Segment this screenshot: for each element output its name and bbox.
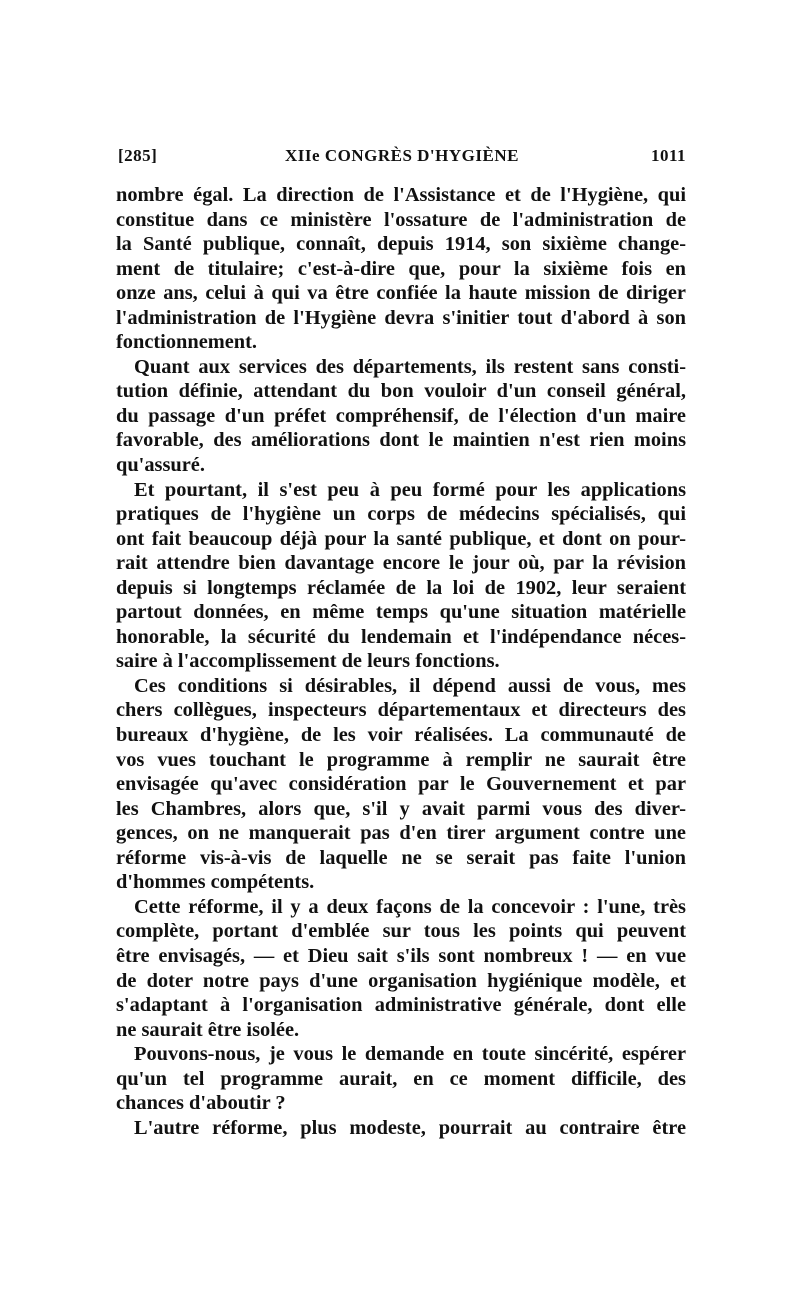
text-line: les Chambres, alors que, s'il y avait parmi vous des diver- xyxy=(116,797,686,820)
text-line: honorable, la sécurité du lendemain et l'indépendance néces- xyxy=(116,625,686,648)
text-line: nombre égal. La direction de l'Assistance et de l'Hygiène, qui xyxy=(116,184,686,206)
text-line: Quant aux services des départements, ils restent sans consti- xyxy=(134,355,686,378)
text-line: rait attendre bien davantage encore le jour où, par la révision xyxy=(116,552,686,575)
text-line: saire à l'accomplissement de leurs fonctions. xyxy=(116,650,500,673)
text-line: bureaux d'hygiène, de les voir réalisées. La communauté de xyxy=(116,724,686,747)
paragraph xyxy=(116,478,686,674)
text-line: d'hommes compétents. xyxy=(116,871,315,894)
text-line: ont fait beaucoup déjà pour la santé publique, et dont on pour- xyxy=(116,527,686,550)
text-line: de doter notre pays d'une organisation hygiénique modèle, et xyxy=(116,969,686,992)
text-line: envisagée qu'avec considération par le Gouvernement et par xyxy=(116,773,686,796)
text-line: constitue dans ce ministère l'ossature de l'administration de xyxy=(116,208,686,231)
text-line: Pouvons-nous, je vous le demande en toute sincérité, espérer xyxy=(134,1043,686,1066)
text-line: chances d'aboutir ? xyxy=(116,1092,286,1115)
text-line: partout données, en même temps qu'une situation matérielle xyxy=(116,601,686,624)
text-line: s'adaptant à l'organisation administrative générale, dont elle xyxy=(116,994,686,1017)
text-line: être envisagés, — et Dieu sait s'ils sont nombreux ! — en vue xyxy=(116,944,686,967)
text-line: la Santé publique, connaît, depuis 1914, son sixième change- xyxy=(116,233,686,256)
text-line: l'administration de l'Hygiène devra s'initier tout d'abord à son xyxy=(116,306,686,329)
page-number: 1011 xyxy=(650,146,686,165)
text-line: tution définie, attendant du bon vouloir d'un conseil général, xyxy=(116,380,686,403)
text-line: L'autre réforme, plus modeste, pourrait au contraire être xyxy=(134,1116,686,1139)
paragraph xyxy=(116,895,686,1042)
text-line: Et pourtant, il s'est peu à peu formé pour les applications xyxy=(134,478,686,501)
text-line: onze ans, celui à qui va être confiée la haute mission de diriger xyxy=(116,282,686,305)
text-line: vos vues touchant le programme à remplir ne saurait être xyxy=(116,748,686,771)
text-line: chers collègues, inspecteurs départementaux et directeurs des xyxy=(116,699,686,722)
text-line: pratiques de l'hygiène un corps de médecins spécialisés, qui xyxy=(116,503,686,526)
text-line: qu'assuré. xyxy=(116,454,205,477)
text-line: Ces conditions si désirables, il dépend aussi de vous, mes xyxy=(134,674,686,697)
text-line: fonctionnement. xyxy=(116,331,258,354)
body-text xyxy=(116,183,686,1140)
text-line: ment de titulaire; c'est-à-dire que, pour la sixième fois en xyxy=(116,257,686,280)
running-title: XIIe CONGRÈS D'HYGIÈNE xyxy=(285,146,519,165)
text-line: ne saurait être isolée. xyxy=(116,1018,300,1041)
paragraph xyxy=(116,674,686,895)
text-line: du passage d'un préfet compréhensif, de l'élection d'un maire xyxy=(116,404,686,427)
paragraph xyxy=(116,1042,686,1116)
paragraph xyxy=(116,183,686,355)
text-line: Cette réforme, il y a deux façons de la concevoir : l'une, très xyxy=(134,895,686,918)
text-line: réforme vis-à-vis de laquelle ne se serait pas faite l'union xyxy=(116,846,686,869)
text-line: favorable, des améliorations dont le maintien n'est rien moins xyxy=(116,429,686,452)
text-line: depuis si longtemps réclamée de la loi de 1902, leur seraient xyxy=(116,576,686,599)
text-line: qu'un tel programme aurait, en ce moment difficile, des xyxy=(116,1067,686,1090)
text-line: gences, on ne manquerait pas d'en tirer argument contre une xyxy=(116,822,686,845)
running-head xyxy=(118,146,686,172)
paragraph xyxy=(116,355,686,478)
text-line: complète, portant d'emblée sur tous les points qui peuvent xyxy=(116,920,686,943)
bracketed-page-number: [285] xyxy=(118,146,158,165)
paragraph xyxy=(116,1116,686,1141)
